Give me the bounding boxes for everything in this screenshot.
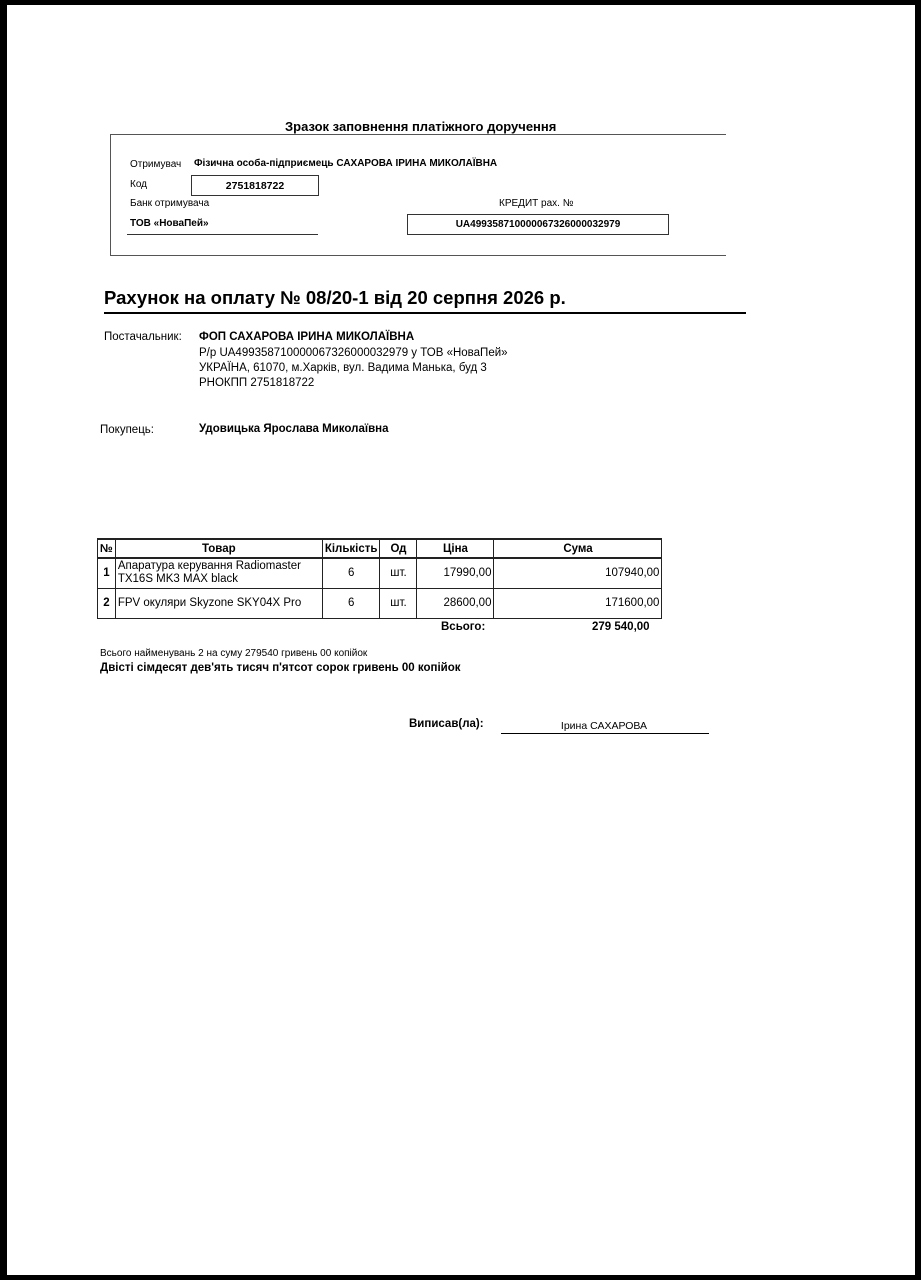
total-value: 279 540,00 (592, 621, 650, 633)
code-value-box: 2751818722 (191, 175, 319, 196)
row-price: 17990,00 (417, 558, 494, 588)
items-table (97, 538, 662, 619)
recipient-value: Фізична особа-підприємець САХАРОВА ІРИНА МИКОЛАЇВНА (194, 158, 498, 169)
row-price: 28600,00 (417, 588, 494, 618)
invoice-title: Рахунок на оплату № 08/20-1 від 20 серпня 2026 р. (104, 287, 566, 308)
credit-label: КРЕДИТ рах. № (499, 198, 574, 209)
bank-label: Банк отримувача (130, 198, 210, 209)
recipient-label: Отримувач (130, 159, 182, 170)
header-num: № (98, 539, 116, 558)
row-unit: шт. (380, 588, 417, 618)
table-header-row (98, 539, 662, 558)
iban-value-box: UA499358710000067326000032979 (407, 214, 669, 235)
signature-label: Виписав(ла): (409, 718, 484, 730)
total-label: Всього: (441, 621, 486, 633)
table-row (98, 558, 662, 588)
payment-sample-title: Зразок заповнення платіжного доручення (285, 119, 557, 134)
buyer-name: Удовицька Ярослава Миколаївна (199, 423, 389, 435)
document-page (7, 5, 915, 1275)
header-price: Ціна (417, 539, 494, 558)
header-unit: Од (380, 539, 417, 558)
supplier-account: Р/р UA499358710000067326000032979 у ТОВ «НоваПей» (199, 347, 508, 359)
row-num: 2 (98, 588, 116, 618)
summary-count-line: Всього найменувань 2 на суму 279540 гривень 00 копійок (100, 648, 368, 659)
row-num: 1 (98, 558, 116, 588)
supplier-name: ФОП САХАРОВА ІРИНА МИКОЛАЇВНА (199, 331, 415, 343)
row-item: FPV окуляри Skyzone SKY04X Pro (115, 588, 322, 618)
header-item: Товар (115, 539, 322, 558)
bank-value: ТОВ «НоваПей» (130, 218, 209, 229)
table-row (98, 588, 662, 618)
row-item: Апаратура керування Radiomaster TX16S MK3 MAX black (115, 558, 322, 588)
signature-line (501, 733, 709, 734)
supplier-rnokpp: РНОКПП 2751818722 (199, 377, 315, 389)
code-label: Код (130, 179, 148, 190)
row-unit: шт. (380, 558, 417, 588)
row-qty: 6 (322, 588, 380, 618)
summary-words-line: Двісті сімдесят дев'ять тисяч п'ятсот сорок гривень 00 копійок (100, 662, 461, 674)
row-qty: 6 (322, 558, 380, 588)
title-rule (104, 312, 746, 314)
header-sum: Сума (494, 539, 662, 558)
header-qty: Кількість (322, 539, 380, 558)
bank-underline (127, 234, 318, 235)
row-sum: 171600,00 (494, 588, 662, 618)
supplier-address: УКРАЇНА, 61070, м.Харків, вул. Вадима Манька, буд 3 (199, 362, 487, 374)
supplier-label: Постачальник: (104, 331, 182, 343)
signature-name: Ірина САХАРОВА (560, 720, 648, 732)
row-sum: 107940,00 (494, 558, 662, 588)
buyer-label: Покупець: (100, 424, 154, 436)
